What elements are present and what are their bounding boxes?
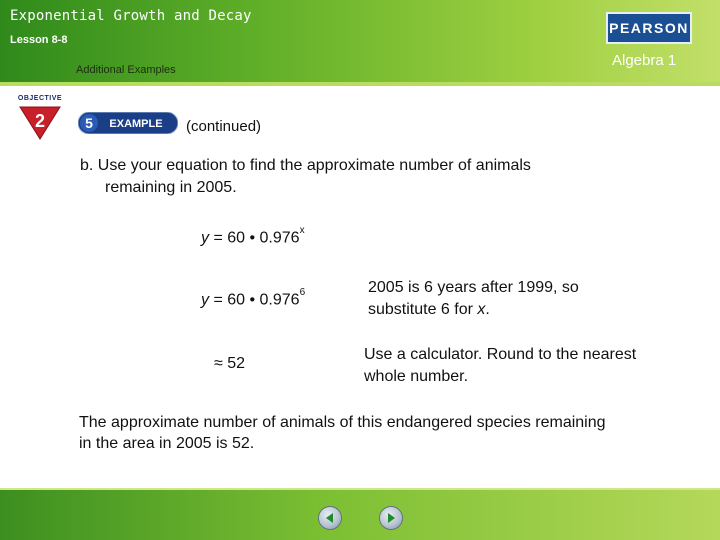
- note-1-line-2-pre: substitute 6 for: [368, 301, 478, 318]
- equation-3: ≈ 52: [214, 355, 246, 372]
- page-title: Exponential Growth and Decay: [10, 8, 252, 24]
- header-divider: [0, 82, 720, 86]
- conclusion-line-2: in the area in 2005 is 52.: [79, 435, 255, 452]
- conclusion-line-1: The approximate number of animals of this endangered species remaining: [79, 414, 606, 431]
- problem-line-2: remaining in 2005.: [105, 179, 237, 196]
- footer-bar: [0, 490, 720, 540]
- problem-line-1: b. Use your equation to find the approximate number of animals: [80, 157, 531, 174]
- objective-number: 2: [34, 111, 46, 131]
- equation-2: [201, 287, 306, 309]
- note-2-line-1: Use a calculator. Round to the nearest: [364, 346, 637, 363]
- arrow-left-icon: [319, 507, 341, 529]
- course-label: Algebra 1: [612, 52, 677, 69]
- continued-label: (continued): [186, 118, 262, 135]
- next-button[interactable]: [380, 507, 402, 529]
- example-badge: [78, 112, 178, 134]
- equation-2-exponent: 6: [299, 287, 306, 298]
- equation-1: [201, 225, 305, 247]
- objective-triangle-icon: [18, 105, 62, 141]
- previous-button[interactable]: [319, 507, 341, 529]
- note-1-line-2-post: .: [485, 301, 490, 318]
- lesson-label: Lesson 8-8: [10, 34, 68, 46]
- example-number: 5: [85, 115, 93, 131]
- note-1-line-1: 2005 is 6 years after 1999, so: [368, 279, 579, 296]
- pearson-logo: PEARSON: [606, 12, 692, 44]
- additional-examples-label: Additional Examples: [76, 64, 176, 76]
- equation-1-exponent: x: [299, 225, 305, 236]
- note-2-line-2: whole number.: [364, 368, 469, 385]
- equation-1-base: y = 60 • 0.976: [201, 229, 300, 247]
- equation-2-base: y = 60 • 0.976: [201, 291, 300, 309]
- note-1-line-2: [368, 299, 490, 320]
- note-1-variable: x: [477, 301, 486, 318]
- arrow-right-icon: [380, 507, 402, 529]
- objective-label: OBJECTIVE: [17, 95, 63, 102]
- objective-badge: [14, 95, 66, 139]
- example-label: EXAMPLE: [109, 118, 163, 130]
